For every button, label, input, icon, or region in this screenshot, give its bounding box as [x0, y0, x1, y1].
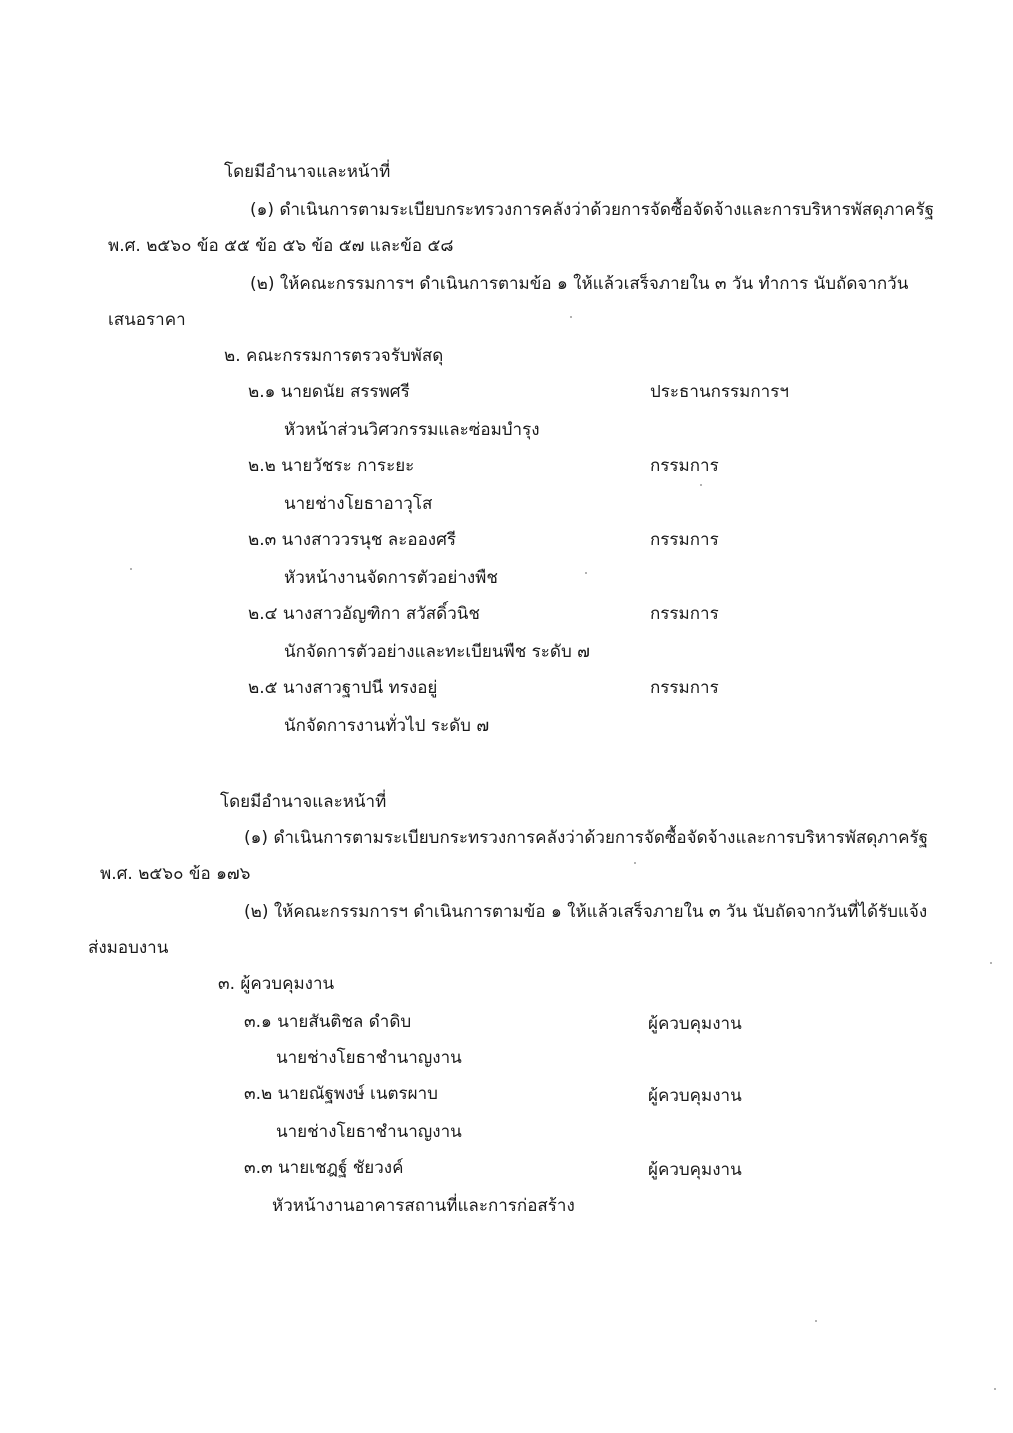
member-role: ผู้ควบคุมงาน: [648, 1160, 742, 1180]
member-role: ผู้ควบคุมงาน: [648, 1014, 742, 1034]
member-role: ผู้ควบคุมงาน: [648, 1086, 742, 1106]
member-name: ๒.๒ นายวัชระ การะยะ: [248, 456, 415, 476]
scan-speck: [570, 316, 572, 318]
member-role: กรรมการ: [650, 530, 719, 550]
member-role: กรรมการ: [650, 456, 719, 476]
scan-speck: [585, 572, 587, 574]
scan-speck: [634, 862, 636, 864]
duty-1-line-2: พ.ศ. ๒๕๖๐ ข้อ ๑๗๖: [100, 864, 251, 884]
member-name: ๓.๑ นายสันติชล ดำดิบ: [244, 1012, 412, 1032]
section-3-heading: ๓. ผู้ควบคุมงาน: [218, 974, 335, 994]
member-name: ๒.๑ นายดนัย สรรพศรี: [248, 382, 410, 402]
member-position: นายช่างโยธาอาวุโส: [284, 494, 433, 514]
duties-heading-2: โดยมีอำนาจและหน้าที่: [220, 792, 387, 812]
member-position: หัวหน้างานจัดการตัวอย่างพืช: [284, 568, 498, 588]
duty-1-line-1: (๑) ดำเนินการตามระเบียบกระทรวงการคลังว่าด้วยการจัดซื้อจัดจ้างและการบริหารพัสดุภาครัฐ: [244, 828, 928, 848]
scan-speck: [994, 1388, 996, 1390]
scan-speck: [700, 484, 702, 486]
duty-2-line-2: ส่งมอบงาน: [88, 938, 169, 958]
scan-speck: [990, 962, 992, 964]
duty-2-line-1: (๒) ให้คณะกรรมการฯ ดำเนินการตามข้อ ๑ ให้แล้วเสร็จภายใน ๓ วัน ทำการ นับถัดจากวัน: [250, 274, 909, 294]
scan-speck: [130, 568, 132, 570]
duty-2-line-2: เสนอราคา: [108, 310, 186, 330]
member-position: นักจัดการงานทั่วไป ระดับ ๗: [284, 716, 490, 736]
member-name: ๒.๕ นางสาวฐาปนี ทรงอยู่: [248, 678, 438, 698]
member-name: ๒.๔ นางสาวอัญฑิกา สวัสดิ์วนิช: [248, 604, 480, 624]
member-name: ๓.๓ นายเชฎฐ์ ชัยวงค์: [244, 1158, 404, 1178]
duty-2-line-1: (๒) ให้คณะกรรมการฯ ดำเนินการตามข้อ ๑ ให้แล้วเสร็จภายใน ๓ วัน นับถัดจากวันที่ได้รับแจ้ง: [244, 902, 928, 922]
section-2-heading: ๒. คณะกรรมการตรวจรับพัสดุ: [224, 346, 444, 366]
member-role: กรรมการ: [650, 604, 719, 624]
scan-speck: [815, 1320, 817, 1322]
member-name: ๓.๒ นายณัฐพงษ์ เนตรผาบ: [244, 1084, 438, 1104]
duties-heading-1: โดยมีอำนาจและหน้าที่: [224, 162, 391, 182]
member-position: หัวหน้าส่วนวิศวกรรมและซ่อมบำรุง: [284, 420, 540, 440]
member-position: นายช่างโยธาชำนาญงาน: [276, 1048, 462, 1068]
duty-1-line-1: (๑) ดำเนินการตามระเบียบกระทรวงการคลังว่าด้วยการจัดซื้อจัดจ้างและการบริหารพัสดุภาครัฐ: [250, 200, 934, 220]
member-role: กรรมการ: [650, 678, 719, 698]
member-position: หัวหน้างานอาคารสถานที่และการก่อสร้าง: [272, 1196, 575, 1216]
member-position: นักจัดการตัวอย่างและทะเบียนพืช ระดับ ๗: [284, 642, 590, 662]
member-role: ประธานกรรมการฯ: [650, 382, 789, 402]
member-name: ๒.๓ นางสาววรนุช ละอองศรี: [248, 530, 457, 550]
duty-1-line-2: พ.ศ. ๒๕๖๐ ข้อ ๕๕ ข้อ ๕๖ ข้อ ๕๗ และข้อ ๕๘: [108, 236, 454, 256]
member-position: นายช่างโยธาชำนาญงาน: [276, 1122, 462, 1142]
